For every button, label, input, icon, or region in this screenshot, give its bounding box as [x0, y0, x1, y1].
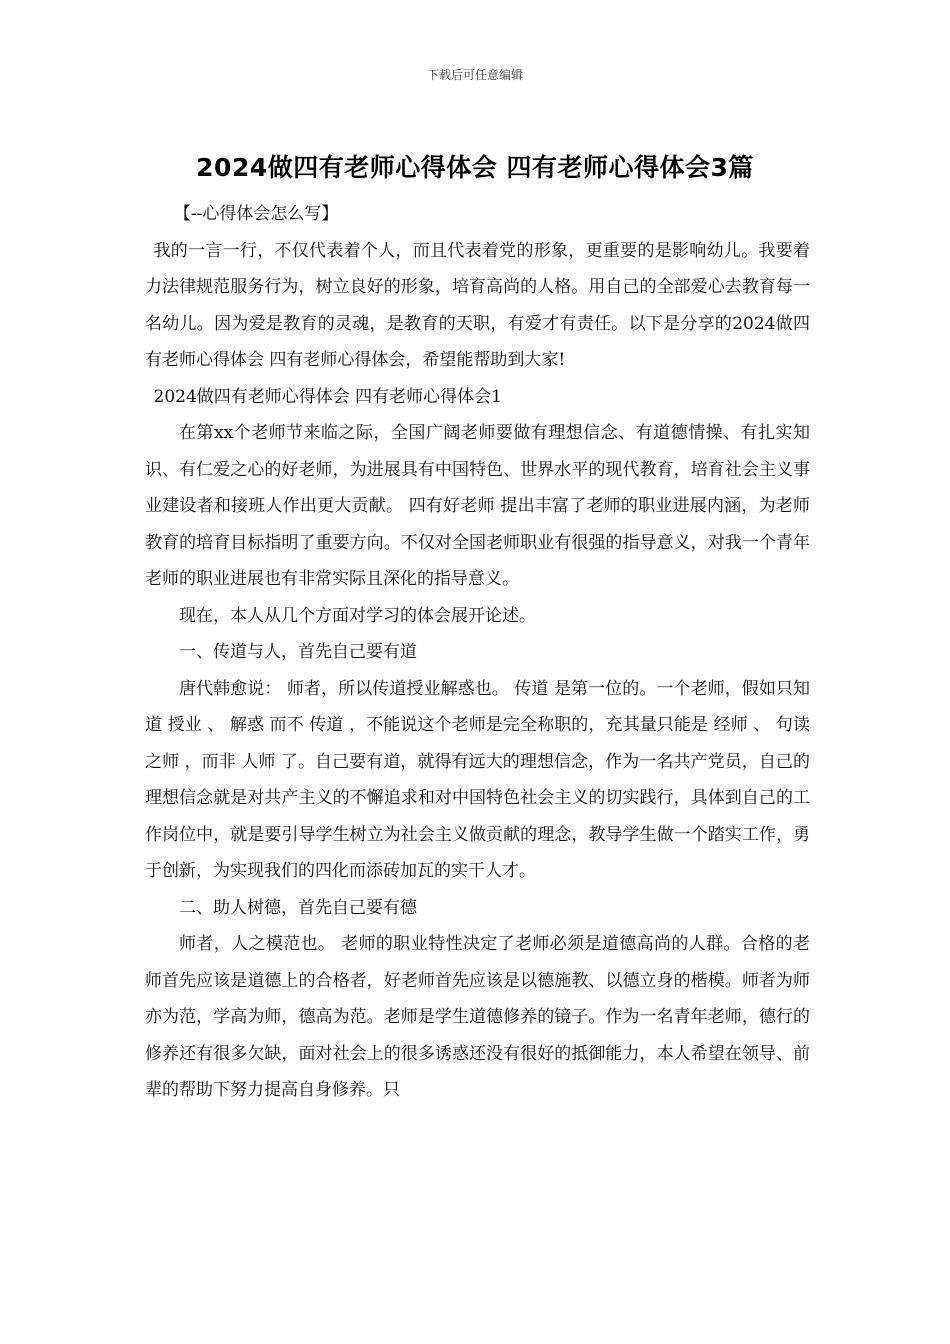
header-note: 下载后可任意编辑 — [426, 68, 523, 82]
section-heading-1: 2024做四有老师心得体会 四有老师心得体会1 — [153, 386, 502, 407]
body-paragraph: 现在，本人从几个方面对学习的体会展开论述。 — [179, 605, 536, 626]
category-tag: 【--心得体会怎么写】 — [173, 204, 339, 224]
body-paragraph: 在第xx个老师节来临之际，全国广阔老师要做有理想信念、有道德情操、有扎实知识、有仁爱之心的好老师，为进展具有中国特色、世界水平的现代教育，培育社会主义事业建设者和接班人作出更大贡献。 四有好老师 提出丰富了老师的职业进展内涵，为老师教育的培育目标指明了重要方向。不仅对全国老师职业有很强的指导意义，对我一个青年老师的职业进展也有非常实际且深化的指导意义。 — [145, 423, 810, 589]
subheading: 一、传道与人，首先自己要有道 — [179, 642, 417, 662]
intro-paragraph: 我的一言一行，不仅代表着个人，而且代表着党的形象，更重要的是影响幼儿。我要着力法律规范服务行为，树立良好的形象，培育高尚的人格。用自己的全部爱心去教育每一名幼儿。因为爱是教育的灵魂，是教育的天职，有爱才有责任。以下是分享的2024做四有老师心得体会 四有老师心得体会，希望能帮助到大家! — [145, 240, 810, 370]
subheading: 二、助人树德，首先自己要有德 — [179, 897, 417, 918]
body-paragraph: 师者，人之模范也。 老师的职业特性决定了老师必须是道德高尚的人群。合格的老师首先应该是道德上的合格者，好老师首先应该是以德施教、以德立身的楷模。师者为师亦为范，学高为师，德高为范。老师是学生道德修养的镜子。作为一名青年老师，德行的修养还有很多欠缺，面对社会上的很多诱惑还没有很好的抵御能力，本人希望在领导、前辈的帮助下努力提高自身修养。只 — [145, 934, 810, 1100]
document-body — [145, 196, 810, 1109]
body-paragraph: 唐代韩愈说： 师者，所以传道授业解惑也。 传道 是第一位的。一个老师，假如只知道 授业 、 解惑 而不 传道 ，不能说这个老师是完全称职的，充其量只能是 经师 、 句读之师 ，而非 人师 了。自己要有道，就得有远大的理想信念，作为一名共产党员，自己的理想信念就是对共产主义的不懈追求和对中国特色社会主义的切实践行，具体到自己的工作岗位中，就是要引导学生树立为社会主义做贡献的理念，教导学生做一个踏实工作，勇于创新，为实现我们的四化而添砖加瓦的实干人才。 — [145, 678, 810, 881]
document-title: 2024做四有老师心得体会 四有老师心得体会3篇 — [196, 153, 754, 182]
